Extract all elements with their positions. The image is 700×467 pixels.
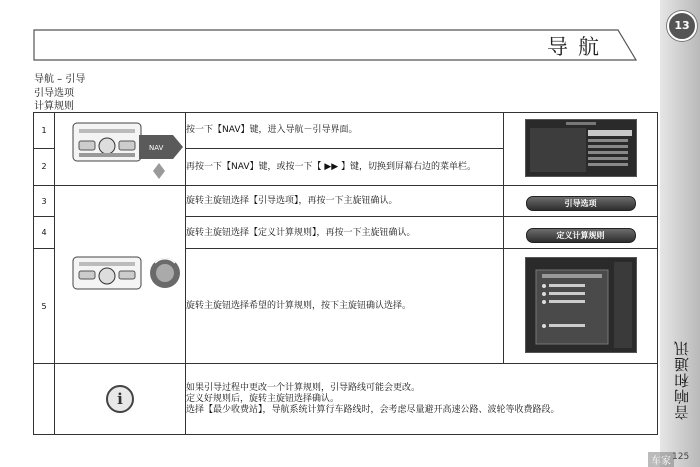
rules-menu-screenshot	[525, 257, 637, 353]
rules-screen-cell	[504, 249, 658, 364]
info-line: 选择【最少收费站】，导航系统计算行车路线时，会考虑尽量避开高速公路、波轮等收费路段。	[186, 404, 560, 415]
page-title: 导航	[547, 35, 609, 59]
section-label: 音响和通讯	[673, 340, 691, 420]
info-icon: i	[106, 385, 134, 413]
radio-panel-nav-icon	[55, 113, 186, 181]
heading-guidance-options: 引导选项	[34, 88, 74, 99]
step-number: 3	[34, 186, 55, 217]
step-number: 2	[34, 148, 55, 185]
step-number: 1	[34, 113, 55, 149]
table-row	[34, 186, 658, 217]
option-button-cell	[504, 186, 658, 217]
table-row	[34, 364, 658, 435]
table-row	[34, 113, 658, 149]
info-note	[186, 364, 658, 435]
watermark: 车家	[648, 452, 674, 467]
step-number: 4	[34, 217, 55, 249]
chapter-sidebar	[660, 0, 700, 467]
info-icon-cell	[55, 364, 186, 435]
guidance-options-button: 引导选项	[526, 196, 636, 211]
steps-table	[33, 112, 658, 435]
step-text: 再按一下【NAV】键，或按一下【 ▶▶ 】键，切换到屏幕右边的菜单栏。	[186, 148, 504, 185]
step-text: 旋转主旋钮选择【引导选项】，再按一下主旋钮确认。	[186, 186, 504, 217]
knob-panel-illustration	[55, 186, 186, 364]
rotary-knob-icon	[55, 243, 186, 303]
define-calculation-rules-button: 定义计算规则	[526, 228, 636, 243]
title-banner	[33, 29, 637, 61]
nav-screen-cell	[504, 113, 658, 186]
heading-calculation-rules: 计算规则	[34, 101, 74, 112]
nav-key-label: NAV	[149, 144, 164, 152]
menu-screen-icon	[526, 120, 636, 176]
chapter-badge: 13	[667, 11, 697, 41]
nav-panel-illustration	[55, 113, 186, 186]
rules-screen-icon	[526, 258, 636, 352]
step-number: 5	[34, 249, 55, 364]
page-number: 125	[672, 452, 690, 462]
option-button-cell	[504, 217, 658, 249]
step-text: 按一下【NAV】键，进入导航－引导界面。	[186, 113, 504, 149]
step-text: 旋转主旋钮选择希望的计算规则，按下主旋钮确认选择。	[186, 249, 504, 364]
info-line: 定义好规则后，旋转主旋钮选择确认。	[186, 393, 340, 404]
step-text: 旋转主旋钮选择【定义计算规则】，再按一下主旋钮确认。	[186, 217, 504, 249]
info-line: 如果引导过程中更改一个计算规则，引导路线可能会更改。	[186, 382, 421, 393]
heading-navigation-guidance: 导航 – 引导	[34, 74, 86, 85]
step-number-empty	[34, 364, 55, 435]
nav-menu-screenshot	[525, 119, 637, 177]
